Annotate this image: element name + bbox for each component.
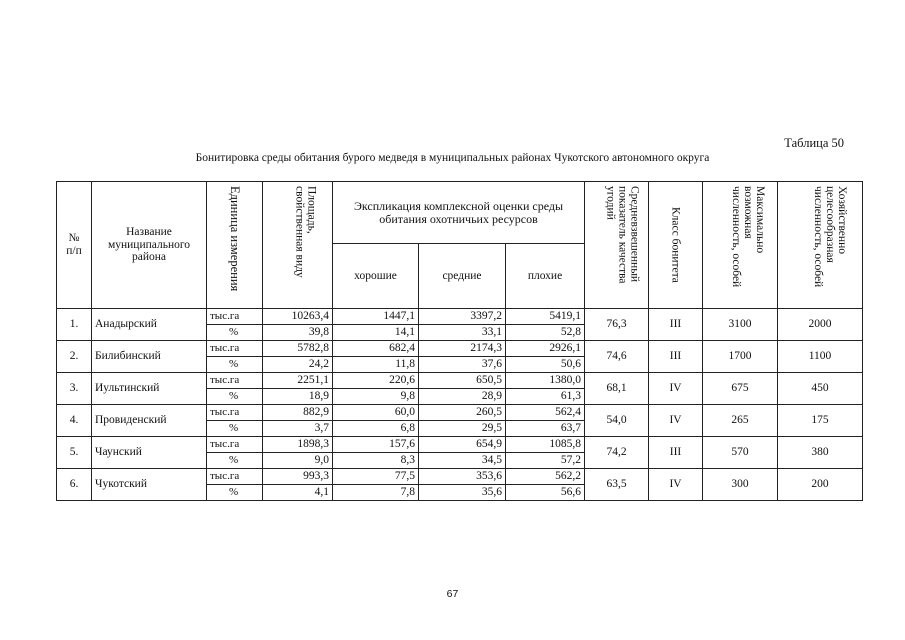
header-poor: плохие — [506, 244, 585, 309]
area-abs: 2251,1 — [263, 373, 333, 389]
unit-abs: тыс.га — [207, 469, 263, 485]
medium-abs: 260,5 — [419, 405, 506, 421]
weighted-value: 74,2 — [585, 437, 649, 469]
econ-pop-value: 450 — [778, 373, 863, 405]
area-abs: 5782,8 — [263, 341, 333, 357]
area-pct: 3,7 — [263, 421, 333, 437]
unit-pct: % — [207, 421, 263, 437]
header-max-pop-text: Максимально возможная численность, особей — [729, 186, 767, 288]
poor-abs: 1085,8 — [506, 437, 585, 453]
unit-pct: % — [207, 389, 263, 405]
district-name: Анадырский — [92, 309, 207, 341]
econ-pop-value: 175 — [778, 405, 863, 437]
table-row — [57, 405, 863, 421]
max-pop-value: 1700 — [703, 341, 778, 373]
good-abs: 1447,1 — [333, 309, 419, 325]
area-pct: 24,2 — [263, 357, 333, 373]
table-body — [57, 309, 863, 501]
header-weighted — [585, 182, 649, 309]
header-area — [263, 182, 333, 309]
poor-abs: 562,2 — [506, 469, 585, 485]
good-abs: 220,6 — [333, 373, 419, 389]
medium-abs: 353,6 — [419, 469, 506, 485]
max-pop-value: 300 — [703, 469, 778, 501]
medium-pct: 34,5 — [419, 453, 506, 469]
poor-pct: 61,3 — [506, 389, 585, 405]
header-area-text: Площадь, свойственная виду — [293, 186, 318, 278]
header-unit — [207, 182, 263, 309]
table-row — [57, 373, 863, 389]
header-econ-pop-text: Хозяйственно целесообразная численность, особей — [811, 186, 849, 288]
unit-pct: % — [207, 485, 263, 501]
medium-pct: 33,1 — [419, 325, 506, 341]
good-pct: 9,8 — [333, 389, 419, 405]
district-name: Чаунский — [92, 437, 207, 469]
medium-pct: 29,5 — [419, 421, 506, 437]
max-pop-value: 675 — [703, 373, 778, 405]
weighted-value: 63,5 — [585, 469, 649, 501]
unit-abs: тыс.га — [207, 341, 263, 357]
area-abs: 10263,4 — [263, 309, 333, 325]
row-number: 3. — [57, 373, 92, 405]
header-good: хорошие — [333, 244, 419, 309]
district-name: Провиденский — [92, 405, 207, 437]
table-row — [57, 341, 863, 357]
max-pop-value: 570 — [703, 437, 778, 469]
table-title: Бонитировка среды обитания бурого медведя в муниципальных районах Чукотского автономного округа — [195, 152, 710, 164]
poor-abs: 562,4 — [506, 405, 585, 421]
header-class-text: Класс бонитета — [669, 207, 682, 283]
header-unit-text: Единица измерения — [228, 186, 243, 292]
econ-pop-value: 380 — [778, 437, 863, 469]
table-row — [57, 309, 863, 325]
max-pop-value: 265 — [703, 405, 778, 437]
area-abs: 1898,3 — [263, 437, 333, 453]
area-pct: 18,9 — [263, 389, 333, 405]
good-pct: 7,8 — [333, 485, 419, 501]
header-max-pop — [703, 182, 778, 309]
area-abs: 882,9 — [263, 405, 333, 421]
poor-abs: 1380,0 — [506, 373, 585, 389]
header-class — [649, 182, 703, 309]
weighted-value: 76,3 — [585, 309, 649, 341]
header-district: Название муниципального района — [92, 182, 207, 309]
area-pct: 39,8 — [263, 325, 333, 341]
weighted-value: 74,6 — [585, 341, 649, 373]
poor-abs: 5419,1 — [506, 309, 585, 325]
row-number: 6. — [57, 469, 92, 501]
poor-pct: 50,6 — [506, 357, 585, 373]
poor-pct: 52,8 — [506, 325, 585, 341]
unit-pct: % — [207, 453, 263, 469]
header-explication: Экспликация комплексной оценки среды обитания охотничьих ресурсов — [333, 182, 585, 244]
unit-abs: тыс.га — [207, 309, 263, 325]
row-number: 2. — [57, 341, 92, 373]
good-pct: 6,8 — [333, 421, 419, 437]
good-abs: 682,4 — [333, 341, 419, 357]
district-name: Чукотский — [92, 469, 207, 501]
row-number: 4. — [57, 405, 92, 437]
econ-pop-value: 200 — [778, 469, 863, 501]
header-medium: средние — [419, 244, 506, 309]
poor-pct: 57,2 — [506, 453, 585, 469]
page-number: 67 — [446, 588, 459, 600]
medium-abs: 650,5 — [419, 373, 506, 389]
medium-abs: 3397,2 — [419, 309, 506, 325]
medium-abs: 654,9 — [419, 437, 506, 453]
good-pct: 8,3 — [333, 453, 419, 469]
good-abs: 60,0 — [333, 405, 419, 421]
row-number: 1. — [57, 309, 92, 341]
unit-abs: тыс.га — [207, 405, 263, 421]
poor-pct: 56,6 — [506, 485, 585, 501]
class-value: IV — [649, 405, 703, 437]
medium-pct: 37,6 — [419, 357, 506, 373]
econ-pop-value: 1100 — [778, 341, 863, 373]
unit-abs: тыс.га — [207, 373, 263, 389]
district-name: Билибинский — [92, 341, 207, 373]
header-num: № п/п — [57, 182, 92, 309]
poor-abs: 2926,1 — [506, 341, 585, 357]
row-number: 5. — [57, 437, 92, 469]
area-pct: 4,1 — [263, 485, 333, 501]
header-econ-pop — [778, 182, 863, 309]
class-value: III — [649, 341, 703, 373]
header-weighted-text: Средневзвешенный показатель качества угодий — [604, 186, 641, 284]
good-pct: 11,8 — [333, 357, 419, 373]
medium-pct: 28,9 — [419, 389, 506, 405]
poor-pct: 63,7 — [506, 421, 585, 437]
econ-pop-value: 2000 — [778, 309, 863, 341]
unit-pct: % — [207, 325, 263, 341]
good-pct: 14,1 — [333, 325, 419, 341]
class-value: IV — [649, 373, 703, 405]
medium-pct: 35,6 — [419, 485, 506, 501]
medium-abs: 2174,3 — [419, 341, 506, 357]
class-value: III — [649, 437, 703, 469]
max-pop-value: 3100 — [703, 309, 778, 341]
bonitation-table — [56, 181, 863, 501]
district-name: Иультинский — [92, 373, 207, 405]
table-row — [57, 437, 863, 453]
good-abs: 77,5 — [333, 469, 419, 485]
table-row — [57, 469, 863, 485]
unit-abs: тыс.га — [207, 437, 263, 453]
area-pct: 9,0 — [263, 453, 333, 469]
table-label: Таблица 50 — [784, 136, 844, 150]
weighted-value: 54,0 — [585, 405, 649, 437]
area-abs: 993,3 — [263, 469, 333, 485]
class-value: IV — [649, 469, 703, 501]
good-abs: 157,6 — [333, 437, 419, 453]
class-value: III — [649, 309, 703, 341]
unit-pct: % — [207, 357, 263, 373]
weighted-value: 68,1 — [585, 373, 649, 405]
